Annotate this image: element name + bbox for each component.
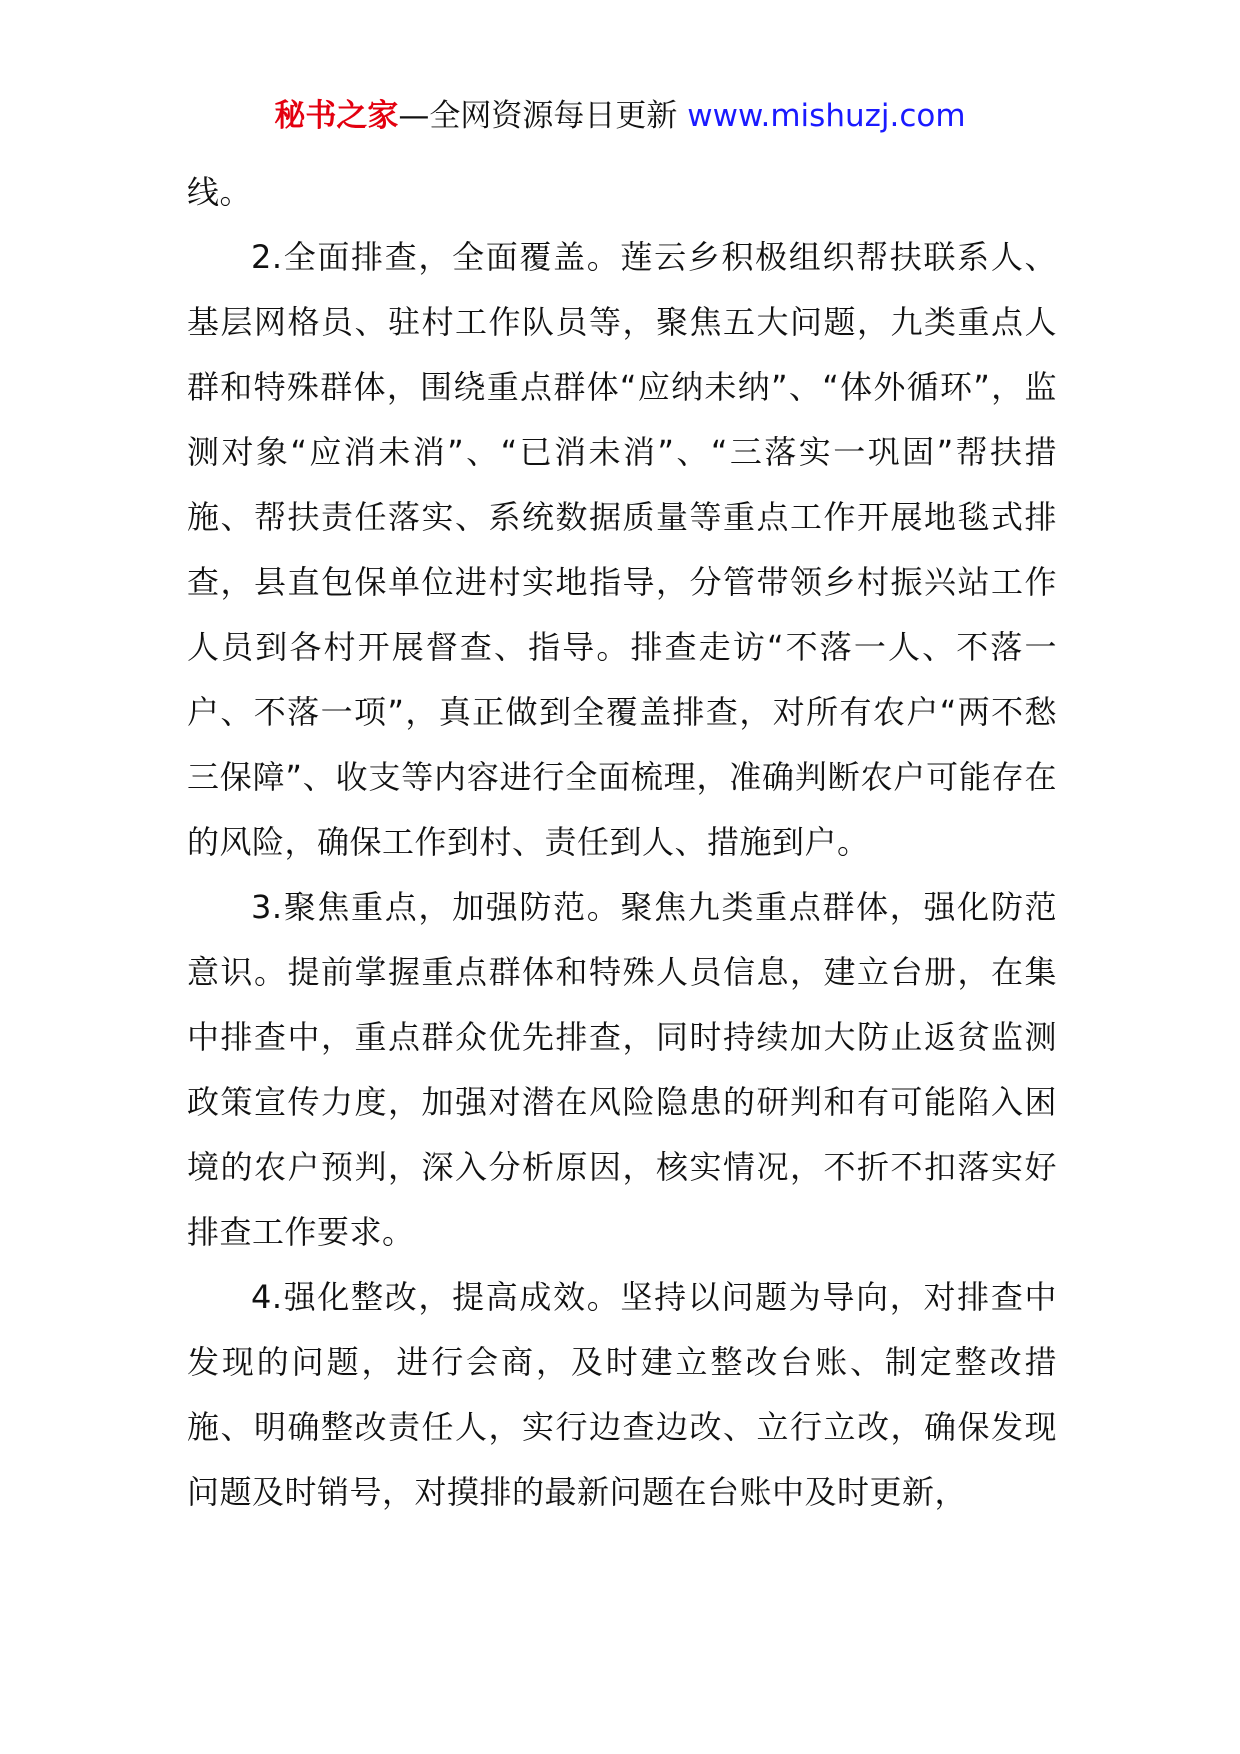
document-body	[187, 160, 1057, 1525]
paragraph-item-3: 3.聚焦重点，加强防范。聚焦九类重点群体，强化防范意识。提前掌握重点群体和特殊人员信息，建立台册，在集中排查中，重点群众优先排查，同时持续加大防止返贫监测政策宣传力度，加强对潜在风险隐患的研判和有可能陷入困境的农户预判，深入分析原因，核实情况，不折不扣落实好排查工作要求。	[187, 888, 1057, 1251]
site-header	[0, 96, 1240, 136]
paragraph-item-2: 2.全面排查，全面覆盖。莲云乡积极组织帮扶联系人、基层网格员、驻村工作队员等，聚焦五大问题，九类重点人群和特殊群体，围绕重点群体“应纳未纳”、“体外循环”，监测对象“应消未消”、“已消未消”、“三落实一巩固”帮扶措施、帮扶责任落实、系统数据质量等重点工作开展地毯式排查，县直包保单位进村实地指导，分管带领乡村振兴站工作人员到各村开展督查、指导。排查走访“不落一人、不落一户、不落一项”，真正做到全覆盖排查，对所有农户“两不愁三保障”、收支等内容进行全面梳理，准确判断农户可能存在的风险，确保工作到村、责任到人、措施到户。	[187, 238, 1057, 861]
site-brand: 秘书之家	[274, 98, 399, 134]
paragraph-continuation: 线。	[187, 173, 253, 211]
paragraph-item-4: 4.强化整改，提高成效。坚持以问题为导向，对排查中发现的问题，进行会商，及时建立整改台账、制定整改措施、明确整改责任人，实行边查边改、立行立改，确保发现问题及时销号，对摸排的最新问题在台账中及时更新，	[187, 1278, 1057, 1511]
site-url-link[interactable]: www.mishuzj.com	[687, 98, 966, 134]
site-tagline: —全网资源每日更新	[398, 98, 688, 134]
